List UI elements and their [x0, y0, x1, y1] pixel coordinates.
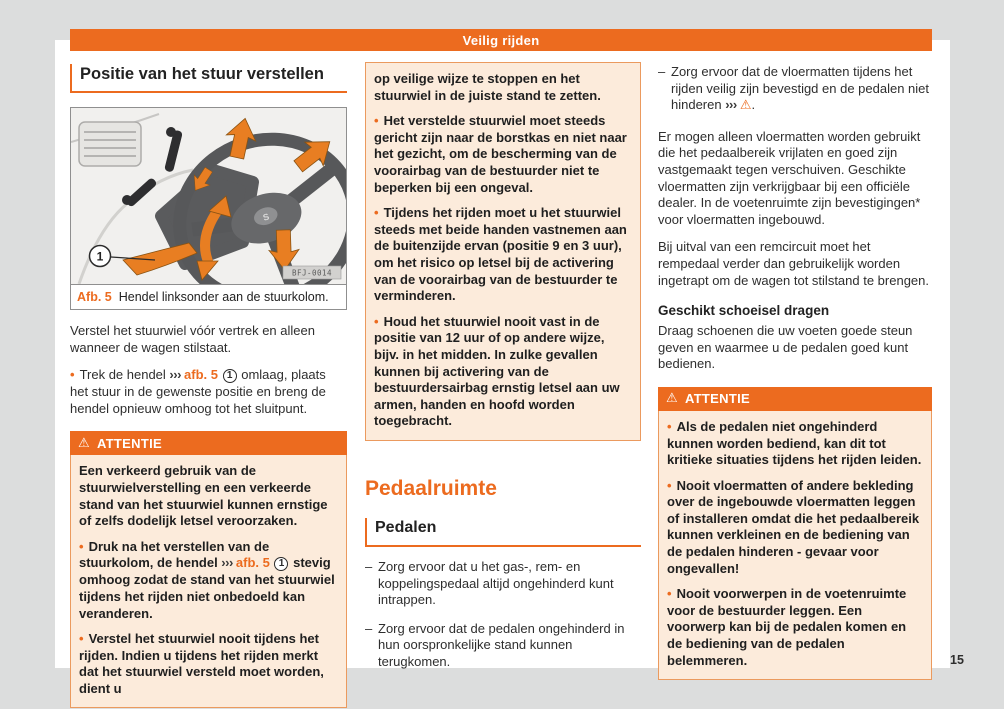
warning-triangle-icon: ⚠ — [666, 391, 678, 407]
bullet-dot-icon: • — [667, 586, 672, 602]
warning-triangle-icon: ⚠ — [78, 435, 90, 451]
air-vent — [79, 122, 141, 166]
cross-reference-link[interactable]: afb. 5 — [235, 555, 274, 571]
warning-bullet — [79, 539, 338, 622]
warning-body — [658, 411, 932, 680]
warning-title: ATTENTIE — [684, 391, 750, 407]
warning-bullet: • Houd het stuurwiel nooit vast in de positie van 12 uur of op andere wijze, bijv. in het midden. In zulke gevallen kunnen bij activering van de bestuurdersairbag ernstig letsel aan uw armen, handen en hoofd worden toegebracht. — [374, 313, 620, 429]
bullet-dot-icon: • — [667, 477, 672, 493]
dash-item: – Zorg ervoor dat de pedalen ongehinderd in hun oorspronkelijke stand kunnen terugkomen. — [365, 620, 625, 669]
column-middle — [365, 62, 641, 671]
section-heading: Positie van het stuur verstellen — [70, 64, 347, 93]
image-code-label — [283, 266, 341, 279]
paragraph: Draag schoenen die uw voeten goede steun geven en waarmee u de pedalen goed kunt bedienen. — [658, 323, 913, 372]
warning-box-pedals — [658, 387, 932, 680]
text-segment: Verstel het stuurwiel nooit tijdens het rijden. Indien u tijdens het rijden merkt dat het stuurwiel versteld moet worden, dient u — [79, 631, 324, 696]
circled-number: 1 — [274, 557, 288, 571]
figure-caption-label: Afb. 5 — [77, 289, 112, 304]
dash-icon: – — [365, 558, 373, 574]
manual-page — [55, 40, 950, 696]
warning-bullet: • Nooit voorwerpen in de voetenruimte voor de bestuurder leggen. Een voorwerp kan bij de pedalen komen en de bediening van de pedalen belemmeren. — [667, 586, 907, 668]
circled-number: 1 — [223, 369, 237, 383]
warning-bullet: • Het verstelde stuurwiel moet steeds gericht zijn naar de borstkas en niet naar het gezicht, om de bescherming van de voorairbag van de bestuurder niet te beperken bij een ongeval. — [374, 113, 627, 195]
bullet-dot-icon: • — [374, 313, 379, 329]
warning-body — [70, 455, 347, 708]
dash-icon: – — [365, 620, 373, 636]
dash-item — [658, 64, 932, 115]
bullet-dot-icon: • — [374, 205, 379, 221]
text-segment: . — [751, 97, 756, 113]
see-also-arrows-icon: ››› — [725, 97, 740, 113]
warning-continuation-box — [365, 62, 641, 441]
chapter-section-title: Pedaalruimte — [365, 476, 497, 500]
warning-bullet: • Als de pedalen niet ongehinderd kunnen worden bediend, kan dit tot kritieke situaties tijdens het rijden leiden. — [667, 418, 922, 468]
warning-box-steering — [70, 431, 347, 708]
inline-subheading: Geschikt schoeisel dragen — [658, 303, 830, 319]
steering-wheel-illustration — [71, 108, 346, 284]
chapter-banner: Veilig rijden — [70, 29, 932, 51]
bullet-dot-icon: • — [70, 367, 75, 383]
svg-text:S: S — [261, 211, 271, 223]
column-right — [658, 64, 932, 680]
warning-paragraph: op veilige wijze te stoppen en het stuurwiel in de juiste stand te zetten. — [374, 71, 601, 103]
page-number: 15 — [950, 653, 964, 667]
warning-header — [658, 387, 932, 411]
warning-bullet — [79, 631, 338, 697]
svg-text:BFJ-0014: BFJ-0014 — [291, 268, 333, 278]
text-segment: Trek de hendel — [79, 367, 170, 383]
text-segment: stevig omhoog zodat de stand van het stuurwiel tijdens het rijden niet onbedoeld kan veranderen. — [79, 555, 335, 621]
bullet-dot-icon: • — [79, 538, 84, 554]
figure-afb-5 — [70, 107, 347, 310]
warning-bullet: • Nooit vloermatten of andere bekleding over de ingebouwde vloermatten leggen of installeren omdat die het pedaalbereik kunnen verkleinen en de bediening van de pedalen hinderen - gevaar voor ongevallen! — [667, 477, 920, 576]
paragraph: Bij uitval van een remcircuit moet het rempedaal verder dan gebruikelijk worden ingetrapt om de wagen tot stilstand te brengen. — [658, 239, 930, 288]
text-segment: omlaag, plaats het stuur in de gewenste positie en breng de hendel opnieuw omhoog tot het sluitpunt. — [70, 367, 326, 416]
column-left — [70, 64, 347, 708]
bullet-item — [70, 367, 347, 417]
warning-header — [70, 431, 347, 455]
cross-reference-link[interactable]: afb. 5 — [184, 367, 222, 383]
paragraph: Er mogen alleen vloermatten worden gebruikt die het pedaalbereik vrijlaten en goed zijn vastgemaakt tegen verschuiven. Geschikte vloermatten zijn verkrijgbaar bij een officiële dealer. In de voetenruimte zijn bevestigingen* voor vloermatten ingebouwd. — [658, 128, 921, 227]
warning-paragraph: Een verkeerd gebruik van de stuurwielverstelling en een verkeerde stand van het stuurwiel kunnen ernstige of zelfs dodelijk letsel veroorzaken. — [79, 463, 328, 529]
warning-bullet: • Tijdens het rijden moet u het stuurwiel steeds met beide handen vastnemen aan de buitenzijde ervan (positie 9 en 3 uur), om het risico op letsel bij de activering van de voorairbag van de bestuurder te verminderen. — [374, 205, 627, 304]
subsection-heading: Pedalen — [365, 518, 641, 547]
svg-text:1: 1 — [96, 249, 104, 264]
bullet-dot-icon: • — [79, 631, 84, 647]
text-segment: Zorg ervoor dat de vloermatten tijdens het rijden veilig zijn bevestigd en de pedalen niet hinderen — [671, 64, 930, 113]
figure-caption — [71, 284, 346, 309]
paragraph-intro: Verstel het stuurwiel vóór vertrek en alleen wanneer de wagen stilstaat. — [70, 322, 315, 355]
text-segment: Druk na het verstellen van de stuurkolom, de hendel — [79, 538, 270, 571]
see-also-arrows-icon: ››› — [221, 555, 236, 571]
bullet-dot-icon: • — [374, 113, 379, 129]
warning-triangle-inline-icon: ⚠ — [739, 98, 752, 114]
bullet-dot-icon: • — [667, 418, 672, 434]
see-also-arrows-icon: ››› — [169, 367, 185, 383]
figure-caption-text: Hendel linksonder aan de stuurkolom. — [118, 289, 329, 304]
warning-title: ATTENTIE — [96, 435, 162, 451]
dash-item: – Zorg ervoor dat u het gas-, rem- en koppelingspedaal altijd ongehinderd kunt intrappen. — [365, 558, 614, 608]
dash-icon: – — [658, 64, 666, 79]
